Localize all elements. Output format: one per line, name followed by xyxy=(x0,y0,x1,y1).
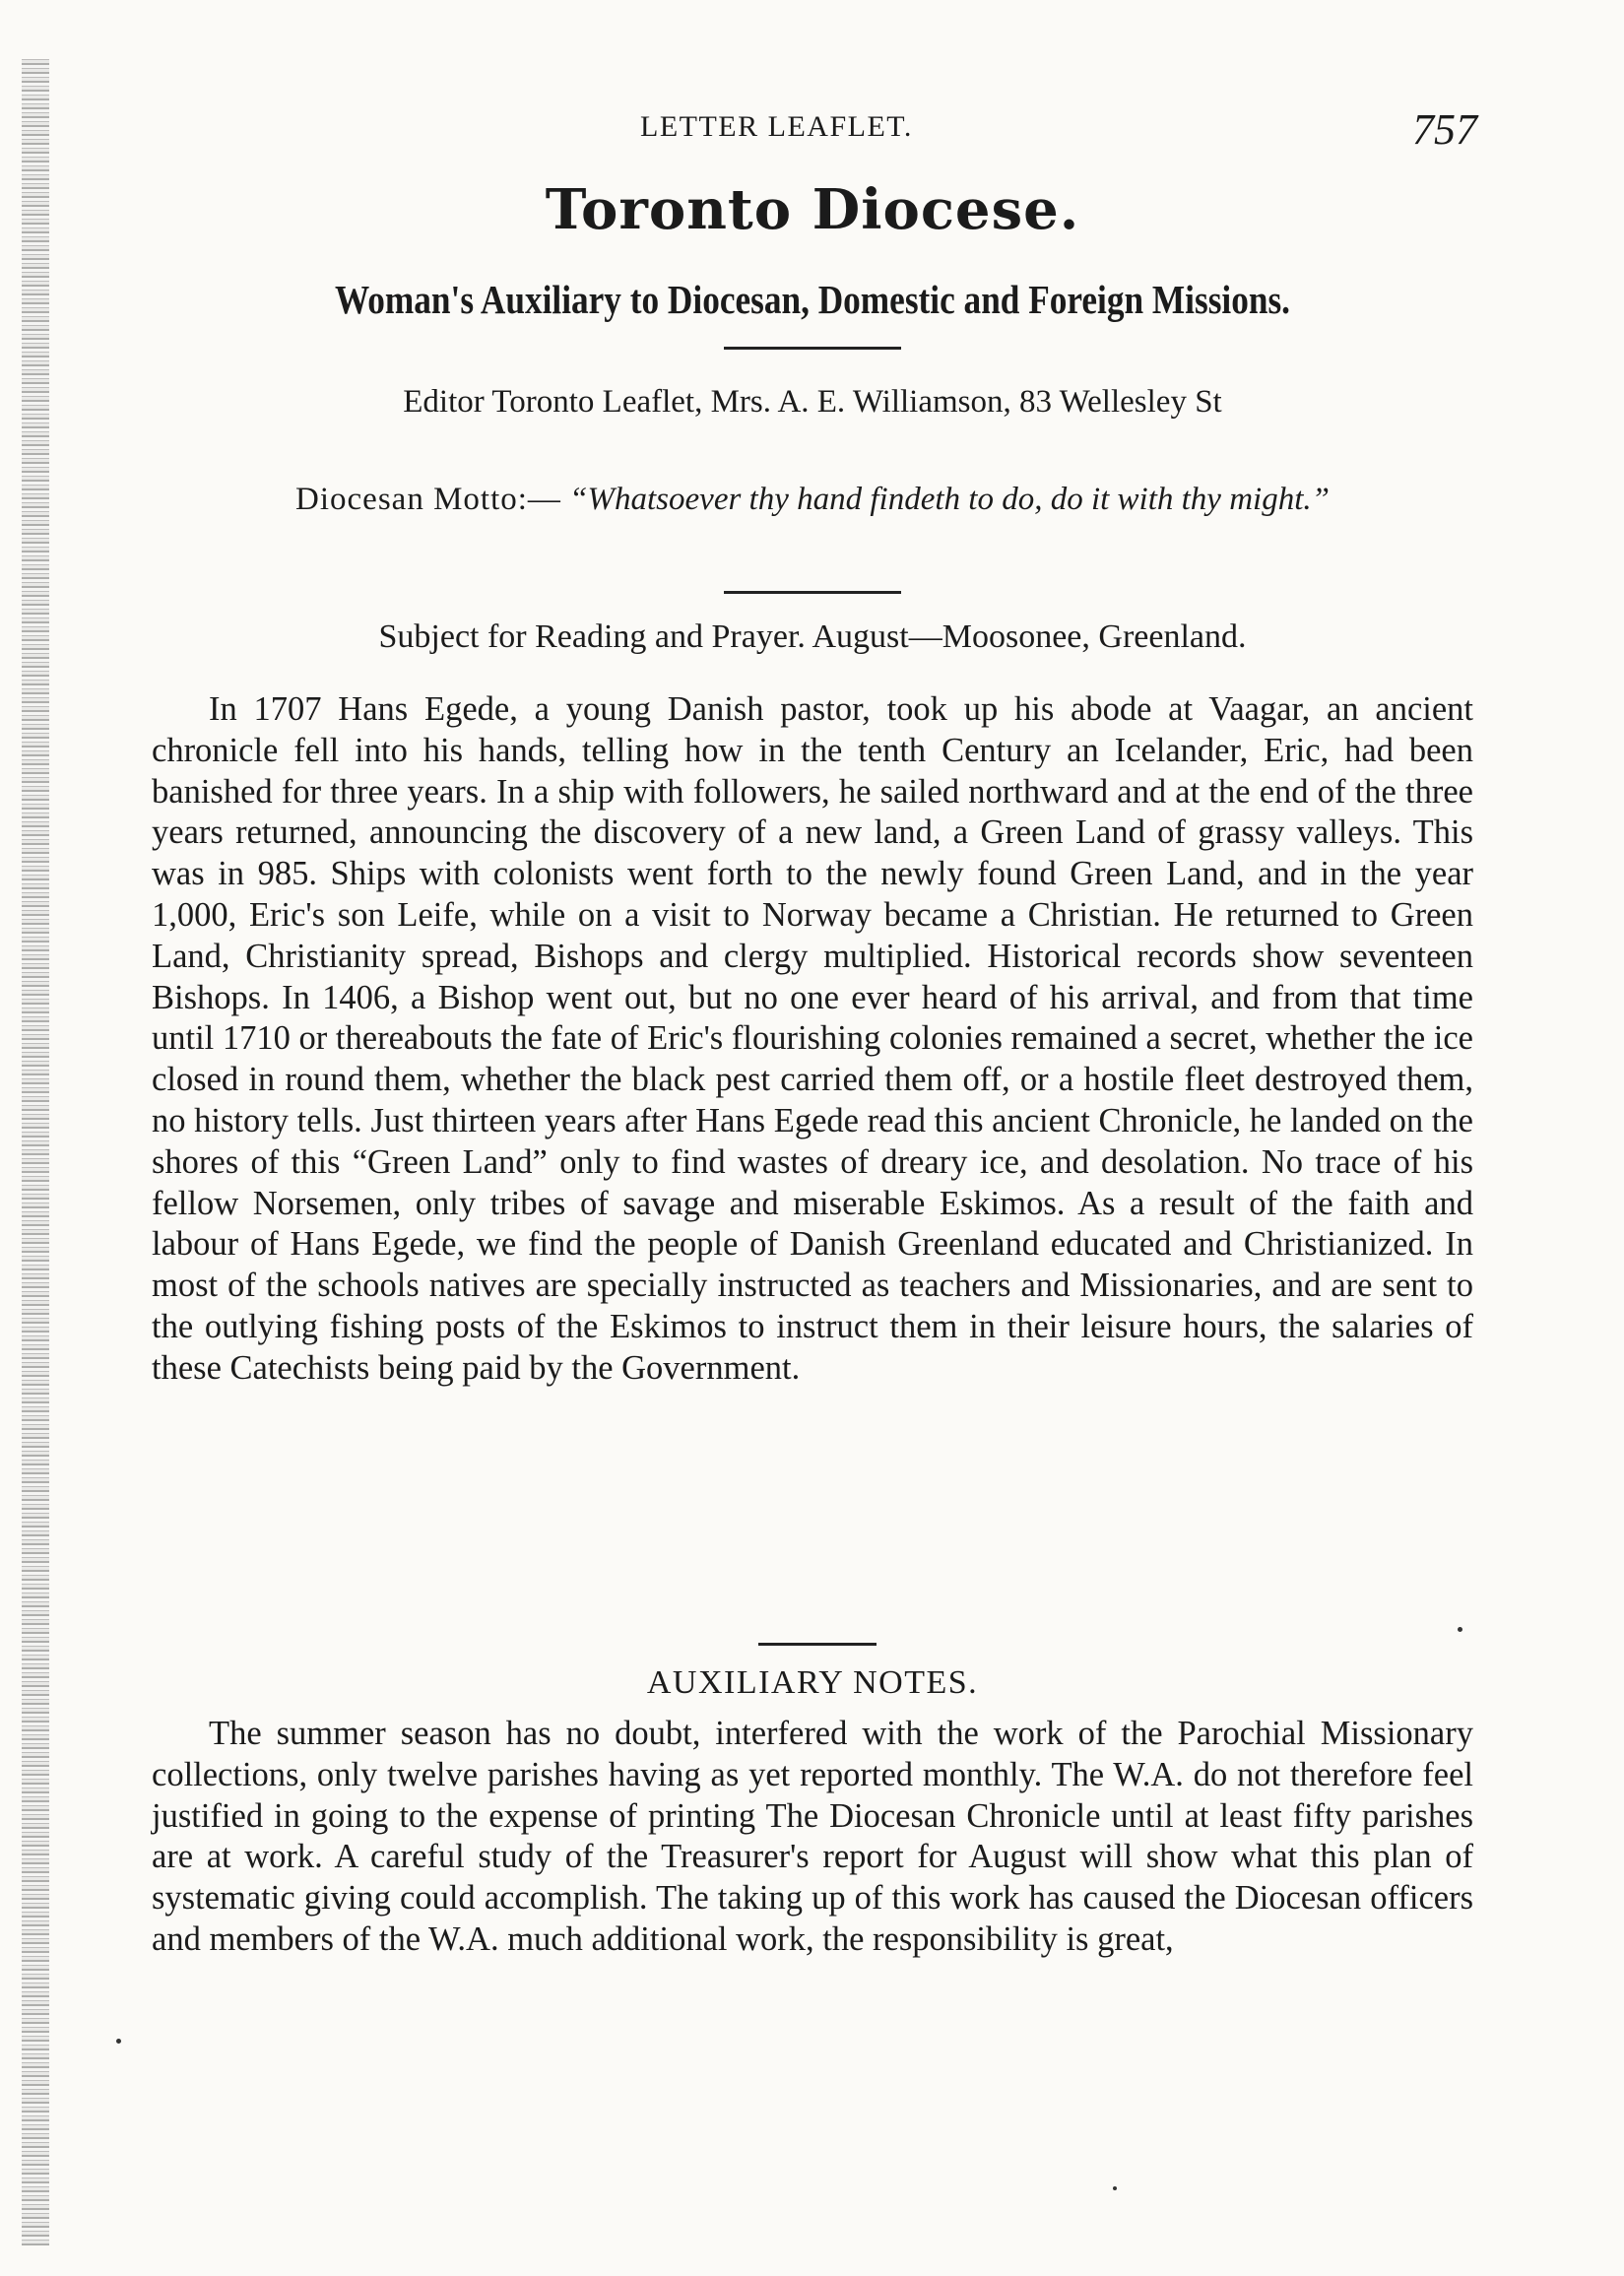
diocesan-motto xyxy=(148,478,1477,521)
scan-speck xyxy=(116,2039,121,2044)
article-paragraph xyxy=(152,689,1473,1390)
scan-speck xyxy=(1113,2186,1117,2190)
scan-speck xyxy=(1458,1627,1462,1632)
separator-rule xyxy=(758,1643,877,1646)
auxiliary-notes-paragraph xyxy=(152,1714,1473,1961)
editor-line: Editor Toronto Leaflet, Mrs. A. E. Williamson, 83 Wellesley St xyxy=(403,384,1222,420)
diocese-title: Toronto Diocese. xyxy=(545,177,1080,242)
document-page xyxy=(148,0,1477,2276)
subject-line: Subject for Reading and Prayer. August—Moosonee, Greenland. xyxy=(378,618,1247,655)
running-header xyxy=(148,105,1477,160)
separator-rule xyxy=(724,347,901,350)
organization-subtitle: Woman's Auxiliary to Diocesan, Domestic and Foreign Missions. xyxy=(334,277,1290,322)
running-title: LETTER LEAFLET. xyxy=(640,110,913,143)
motto-text: “Whatsoever thy hand findeth to do, do it with thy might.” xyxy=(569,482,1330,517)
paragraph-auxiliary-notes: The summer season has no doubt, interfered with the work of the Parochial Missionary collections, only twelve parishes having as yet reported monthly. The W.A. do not therefore feel justified in going to the expense of printing The Diocesan Chronicle until at least fifty parishes are at work. A careful study of the Treasurer's report for August will show what this plan of systematic giving could accomplish. The taking up of this work has caused the Diocesan officers and members of the W.A. much additional work, the responsibility is great, xyxy=(152,1715,1473,1958)
paragraph-greenland-history: In 1707 Hans Egede, a young Danish pastor, took up his abode at Vaagar, an ancient chronicle fell into his hands, telling how in the tenth Century an Icelander, Eric, had been banished for three years. In a ship with followers, he sailed northward and at the end of the three years returned, announcing the discovery of a new land, a Green Land of grassy valleys. This was in 985. Ships with colonists went forth to the newly found Green Land, and in the year 1,000, Eric's son Leife, while on a visit to Norway became a Christian. He returned to Green Land, Christianity spread, Bishops and clergy multiplied. Historical records show seventeen Bishops. In 1406, a Bishop went out, but no one ever heard of his arrival, and from that time until 1710 or thereabouts the fate of Eric's flourishing colonies remained a secret, whether the ice closed in round them, whether the black pest carried them off, or a hostile fleet destroyed them, no history tells. Just thirteen years after Hans Egede read this ancient Chronicle, he landed on the shores of this “Green Land” only to find wastes of dreary ice, and desolation. No trace of his fellow Norsemen, only tribes of savage and miserable Eskimos. As a result of the faith and labour of Hans Egede, we find the people of Danish Greenland educated and Christianized. In most of the schools natives are specially instructed as teachers and Missionaries, and are sent to the outlying fishing posts of the Eskimos to instruct them in their leisure hours, the salaries of these Catechists being paid by the Government. xyxy=(152,690,1473,1387)
page-number: 757 xyxy=(1412,105,1477,154)
motto-label: Diocesan Motto:— xyxy=(295,482,561,517)
separator-rule xyxy=(724,591,901,594)
auxiliary-notes-heading: AUXILIARY NOTES. xyxy=(646,1664,979,1701)
scan-binding-edge xyxy=(22,59,49,2245)
